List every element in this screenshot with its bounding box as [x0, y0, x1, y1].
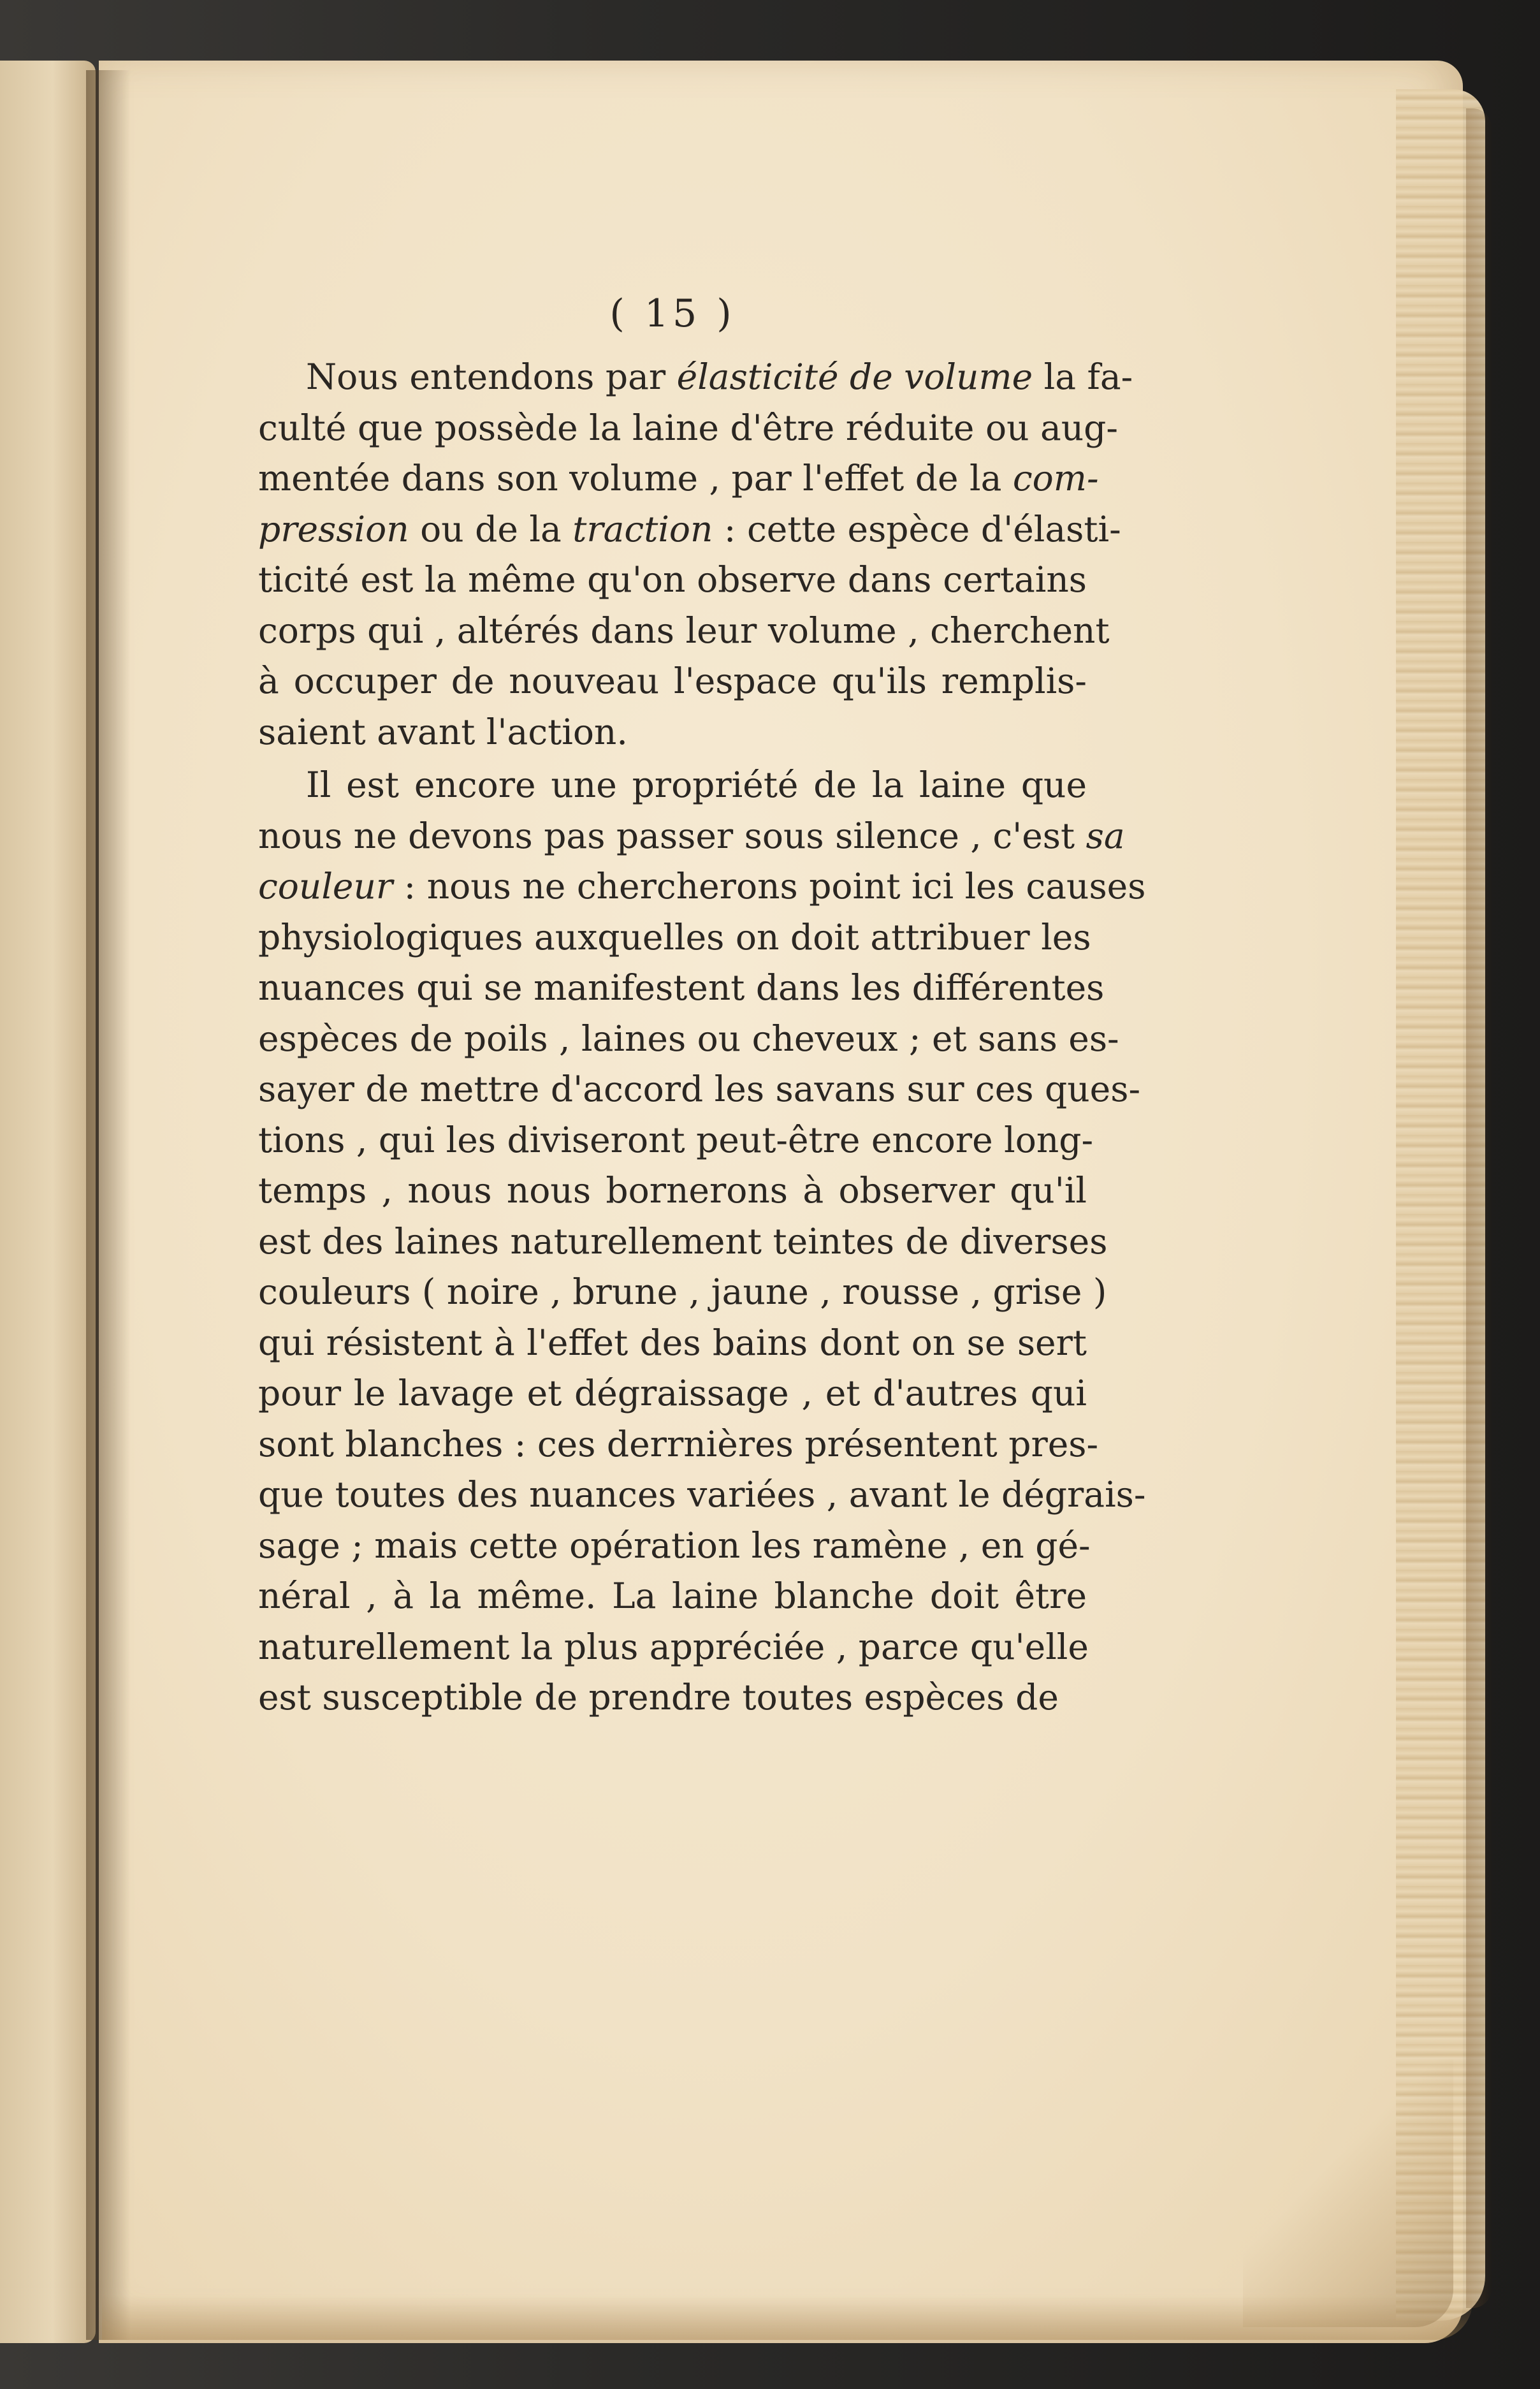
text-line: sont blanches : ces derrnières présentent pres-	[258, 1423, 1099, 1465]
previous-page-edge	[0, 61, 96, 2343]
text-line: culté que possède la laine d'être réduite ou aug-	[258, 407, 1118, 448]
gutter-shadow	[86, 70, 131, 2340]
text-line: mentée dans son volume , par l'effet de la com-	[258, 458, 1099, 499]
fore-edge-shadow	[1466, 108, 1492, 2308]
text-line: couleur : nous ne chercherons point ici les causes	[258, 866, 1146, 907]
text-line: physiologiques auxquelles on doit attribuer les	[258, 916, 1091, 958]
text-line: est des laines naturellement teintes de diverses	[258, 1220, 1108, 1262]
italic-phrase: couleur	[258, 866, 393, 907]
text-line: saient avant l'action.	[258, 711, 628, 752]
worn-page-corner	[1243, 2059, 1453, 2327]
text-line: que toutes des nuances variées , avant le dégrais-	[258, 1474, 1146, 1515]
text-line: est susceptible de prendre toutes espèces de	[258, 1677, 1059, 1718]
text-line: espèces de poils , laines ou cheveux ; et sans es-	[258, 1018, 1119, 1059]
page-bottom-edge	[102, 2295, 1472, 2340]
text-line: naturellement la plus appréciée , parce qu'elle	[258, 1626, 1089, 1667]
text-line: Nous entendons par élasticité de volume la fa-	[306, 356, 1133, 397]
text-line: néral , à la même. La laine blanche doit être	[258, 1575, 1087, 1616]
text-line: qui résistent à l'effet des bains dont on se sert	[258, 1322, 1087, 1363]
text-line: sayer de mettre d'accord les savans sur ces ques-	[258, 1069, 1141, 1109]
italic-phrase: élasticité de volume	[676, 356, 1033, 397]
text-line: corps qui , altérés dans leur volume , cherchent	[258, 610, 1110, 651]
text-line: sage ; mais cette opération les ramène , en gé-	[258, 1524, 1091, 1566]
text-line: pression ou de la traction : cette espèce d'élasti-	[258, 508, 1121, 550]
italic-phrase: traction	[572, 508, 713, 550]
paragraph	[258, 760, 1146, 1723]
text-line: tions , qui les diviseront peut-être encore long-	[258, 1119, 1094, 1160]
page-number: ( 15 )	[609, 291, 736, 336]
paragraph	[258, 352, 1133, 757]
text-line: nuances qui se manifestent dans les différentes	[258, 967, 1105, 1008]
italic-phrase: pression	[258, 508, 409, 550]
page-text-block	[258, 288, 1146, 1723]
text-line: couleurs ( noire , brune , jaune , rousse , grise )	[258, 1271, 1107, 1312]
italic-phrase: com-	[1012, 458, 1099, 499]
text-line: ticité est la même qu'on observe dans certains	[258, 559, 1087, 600]
text-line: Il est encore une propriété de la laine que	[306, 764, 1087, 805]
text-line: nous ne devons pas passer sous silence , c'est sa	[258, 815, 1125, 856]
paragraphs-container	[258, 352, 1146, 1723]
italic-phrase: sa	[1086, 815, 1125, 856]
text-line: à occuper de nouveau l'espace qu'ils remplis-	[258, 661, 1087, 701]
text-line: pour le lavage et dégraissage , et d'autres qui	[258, 1373, 1087, 1414]
text-line: temps , nous nous bornerons à observer qu'il	[258, 1170, 1087, 1211]
